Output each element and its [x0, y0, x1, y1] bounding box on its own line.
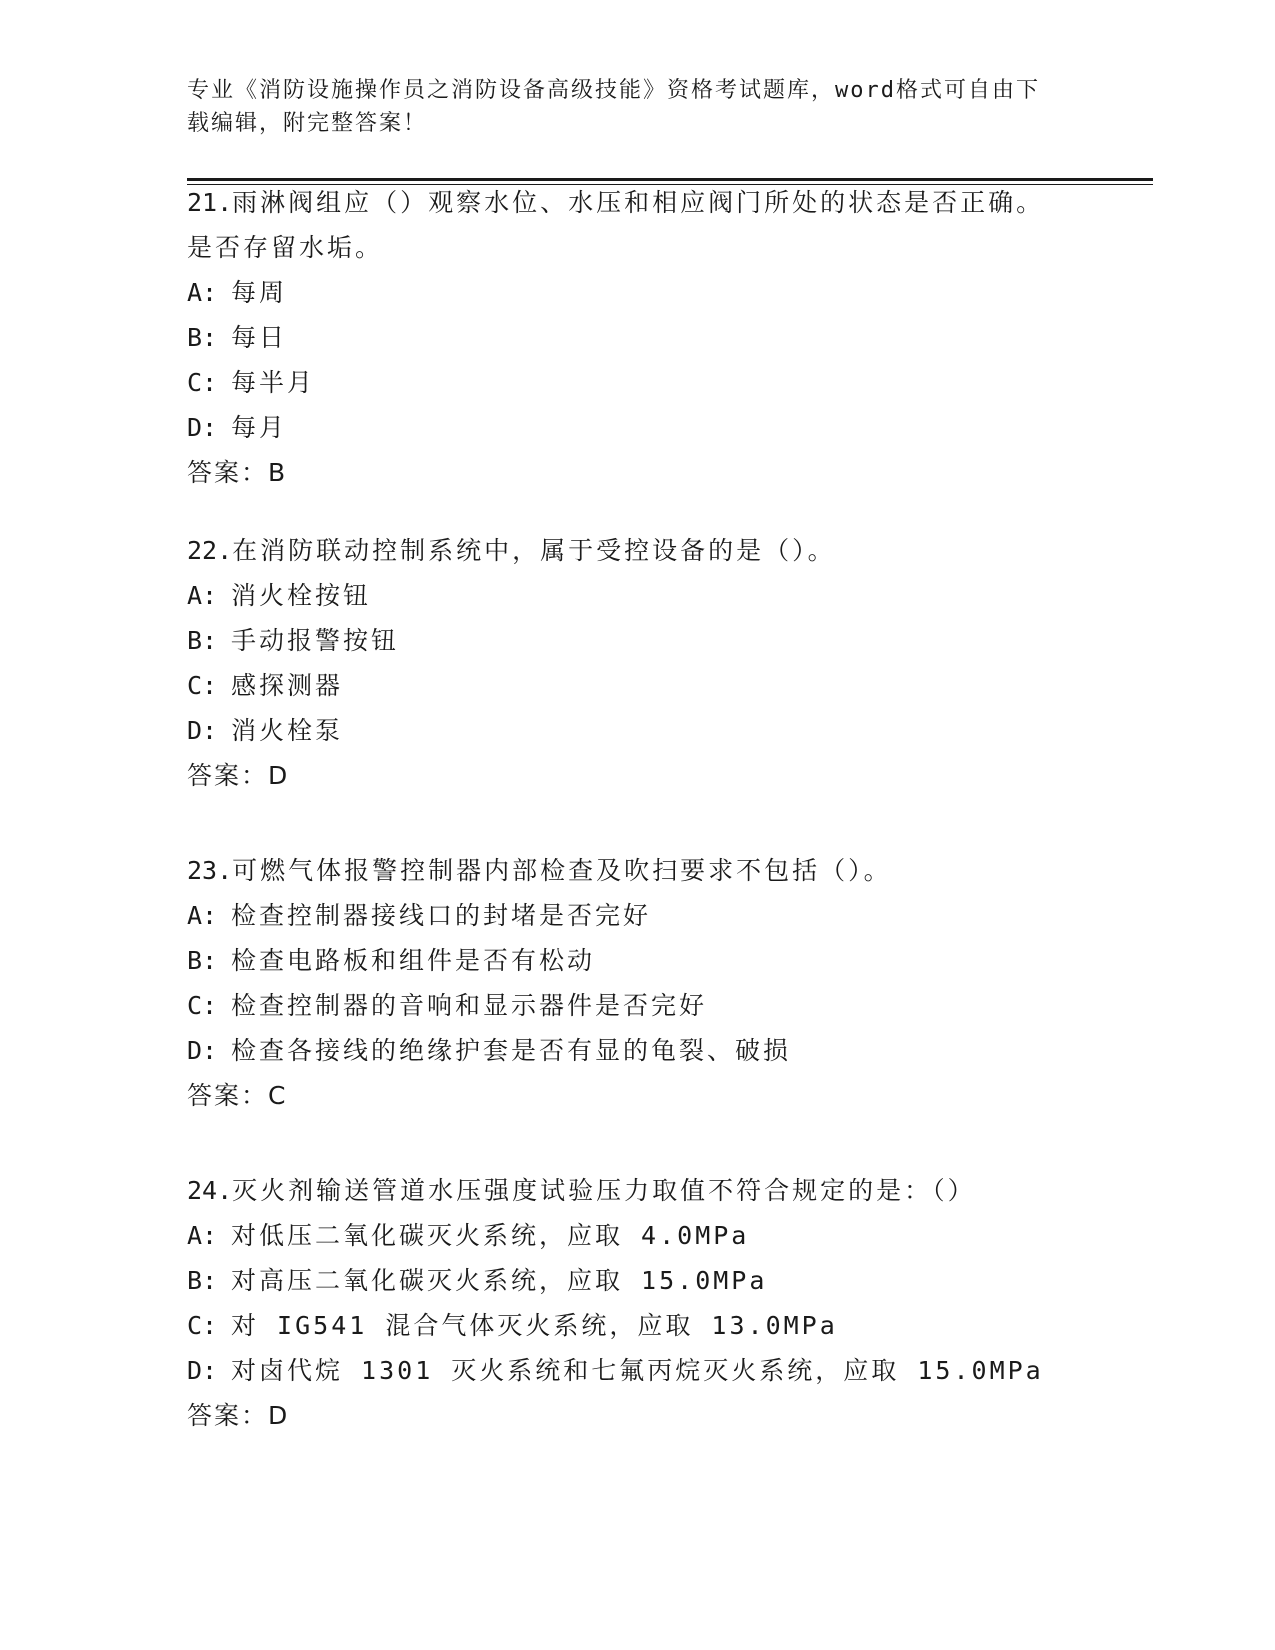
- document-header: [187, 74, 1087, 140]
- option-text: 感探测器: [231, 671, 344, 700]
- question-text: 灭火剂输送管道水压强度试验压力取值不符合规定的是：（）: [232, 1176, 976, 1205]
- option-letter: D:: [187, 1356, 218, 1385]
- option-letter: C:: [187, 1311, 218, 1340]
- question-21: [187, 180, 1107, 495]
- option-text: 每月: [231, 413, 288, 442]
- option-b: [187, 315, 1107, 360]
- option-letter: A:: [187, 1221, 218, 1250]
- option-letter: D:: [187, 1036, 218, 1065]
- option-text: 对 IG541 混合气体灭火系统，应取 13.0MPa: [231, 1311, 838, 1340]
- option-text: 手动报警按钮: [231, 626, 400, 655]
- question-stem: [187, 528, 1107, 573]
- option-a: [187, 893, 1107, 938]
- option-d: [187, 1028, 1107, 1073]
- question-stem: [187, 1168, 1107, 1213]
- option-letter: A:: [187, 901, 218, 930]
- option-text: 检查控制器接线口的封堵是否完好: [231, 901, 652, 930]
- option-letter: C:: [187, 991, 218, 1020]
- question-number: 21.: [187, 188, 233, 217]
- option-text: 消火栓泵: [231, 716, 344, 745]
- answer-line: 答案：C: [187, 1081, 288, 1110]
- question-22: [187, 528, 1107, 798]
- answer-line: 答案：B: [187, 458, 288, 487]
- question-text: 雨淋阀组应（）观察水位、水压和相应阀门所处的状态是否正确。: [232, 188, 1045, 217]
- option-letter: C:: [187, 671, 218, 700]
- option-b: [187, 1258, 1107, 1303]
- option-c: [187, 360, 1107, 405]
- option-b: [187, 618, 1107, 663]
- option-text: 对低压二氧化碳灭火系统，应取 4.0MPa: [231, 1221, 750, 1250]
- option-letter: C:: [187, 368, 218, 397]
- question-stem: [187, 180, 1107, 225]
- question-stem-continued: 是否存留水垢。: [187, 233, 384, 262]
- option-text: 每周: [231, 278, 288, 307]
- option-letter: D:: [187, 413, 218, 442]
- option-a: [187, 1213, 1107, 1258]
- question-number: 24.: [187, 1176, 233, 1205]
- option-a: [187, 270, 1107, 315]
- answer-line: 答案：D: [187, 1401, 290, 1430]
- option-text: 检查控制器的音响和显示器件是否完好: [231, 991, 708, 1020]
- option-d: [187, 708, 1107, 753]
- option-letter: D:: [187, 716, 218, 745]
- option-letter: A:: [187, 581, 218, 610]
- option-letter: B:: [187, 946, 218, 975]
- option-letter: A:: [187, 278, 218, 307]
- question-stem: [187, 848, 1107, 893]
- option-letter: B:: [187, 626, 218, 655]
- option-text: 消火栓按钮: [231, 581, 372, 610]
- option-text: 对高压二氧化碳灭火系统，应取 15.0MPa: [231, 1266, 768, 1295]
- question-text: 在消防联动控制系统中，属于受控设备的是（）。: [232, 536, 836, 565]
- question-number: 22.: [187, 536, 233, 565]
- option-c: [187, 663, 1107, 708]
- option-c: [187, 1303, 1107, 1348]
- header-line-2: 载编辑，附完整答案！: [187, 111, 428, 136]
- option-text: 检查各接线的绝缘护套是否有显的龟裂、破损: [231, 1036, 792, 1065]
- question-text: 可燃气体报警控制器内部检查及吹扫要求不包括（）。: [232, 856, 892, 885]
- answer-line: 答案：D: [187, 761, 290, 790]
- header-line-1: 专业《消防设施操作员之消防设备高级技能》资格考试题库，word格式可自由下: [187, 78, 1040, 103]
- option-d: [187, 1348, 1107, 1393]
- question-23: [187, 848, 1107, 1118]
- option-d: [187, 405, 1107, 450]
- question-number: 23.: [187, 856, 233, 885]
- option-a: [187, 573, 1107, 618]
- option-b: [187, 938, 1107, 983]
- option-text: 检查电路板和组件是否有松动: [231, 946, 596, 975]
- option-c: [187, 983, 1107, 1028]
- option-text: 每日: [231, 323, 288, 352]
- option-letter: B:: [187, 1266, 218, 1295]
- question-24: [187, 1168, 1107, 1438]
- option-text: 每半月: [231, 368, 316, 397]
- option-letter: B:: [187, 323, 218, 352]
- option-text: 对卤代烷 1301 灭火系统和七氟丙烷灭火系统，应取 15.0MPa: [231, 1356, 1044, 1385]
